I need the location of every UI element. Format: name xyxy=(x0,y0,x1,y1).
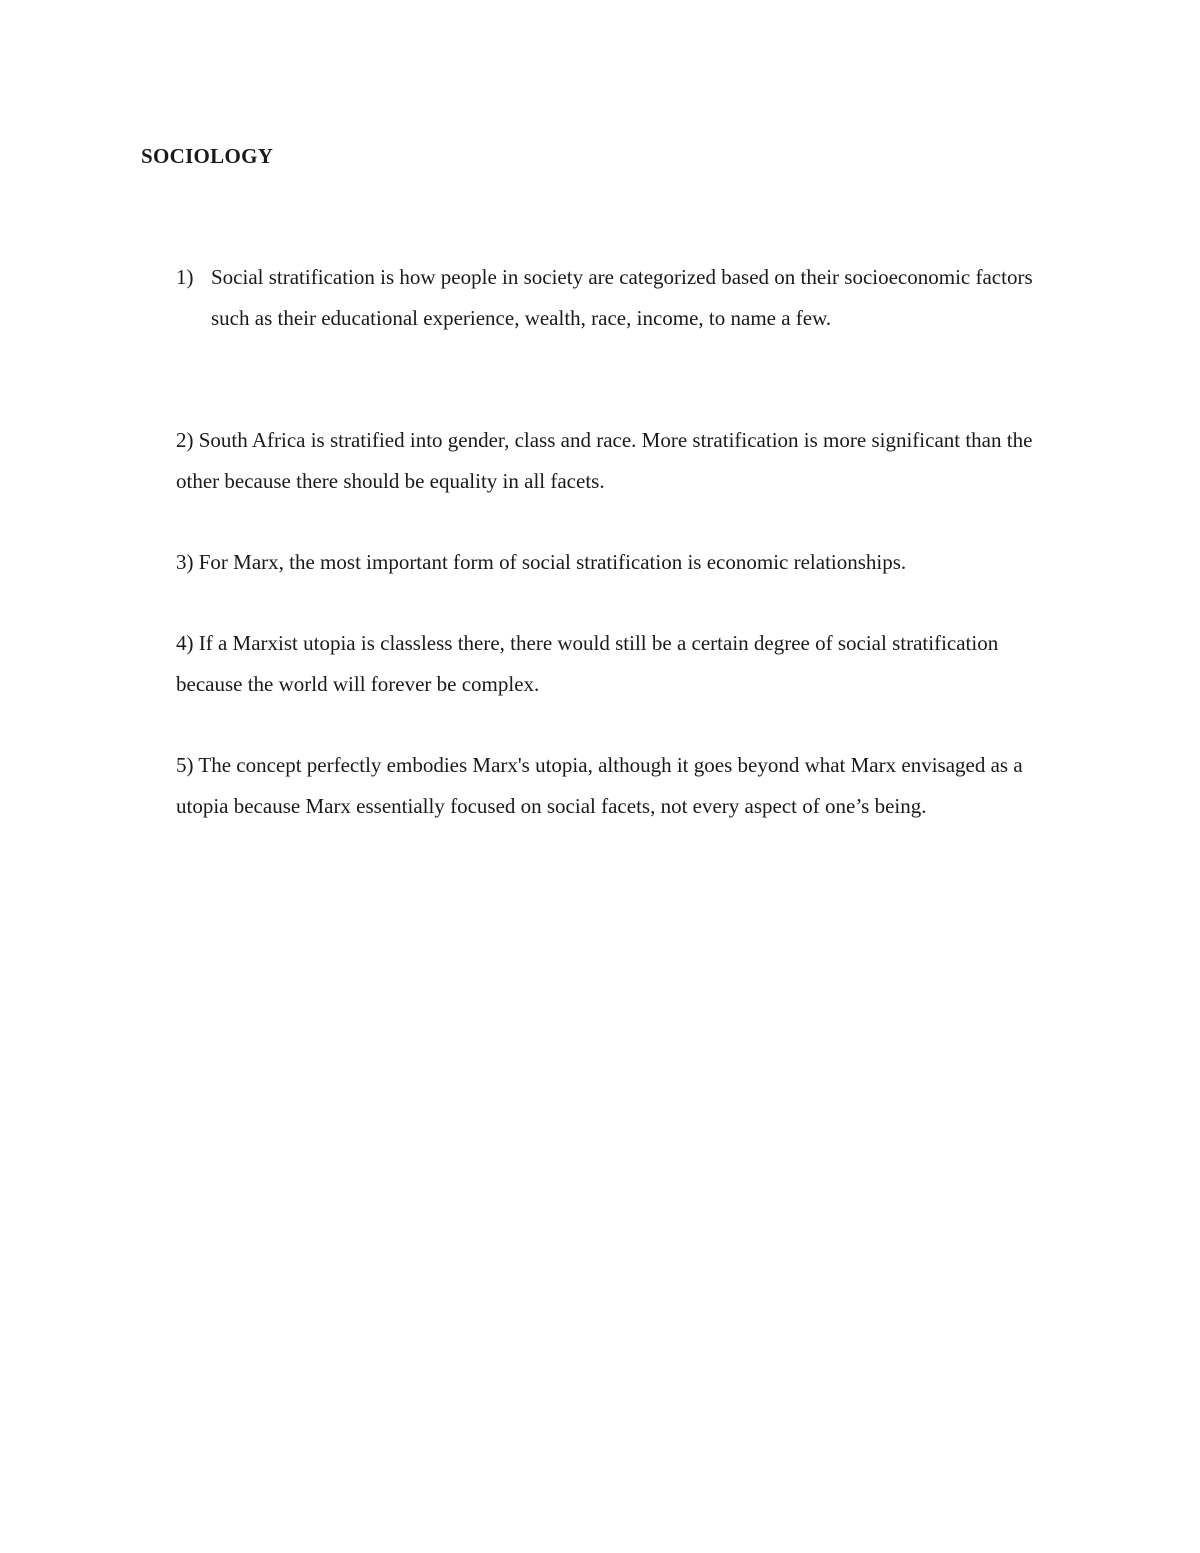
list-item-3: 3) For Marx, the most important form of social stratification is economic relationships. xyxy=(176,550,907,574)
list-item-5: 5) The concept perfectly embodies Marx's utopia, although it goes beyond what Marx envisaged as a utopia because Marx essentially focused on social facets, not every aspect of one’s being. xyxy=(176,753,1023,818)
list-item-2: 2) South Africa is stratified into gender, class and race. More stratification is more significant than the other because there should be equality in all facets. xyxy=(176,428,1033,493)
list-item-4: 4) If a Marxist utopia is classless there, there would still be a certain degree of social stratification because the world will forever be complex. xyxy=(176,631,999,696)
list-item-text: Social stratification is how people in society are categorized based on their socioeconomic factors such as their educational experience, wealth, race, income, to name a few. xyxy=(211,265,1033,330)
list-item-number: 1) xyxy=(176,265,194,289)
document-title: SOCIOLOGY xyxy=(141,144,274,168)
list-item-1 xyxy=(176,257,1056,338)
